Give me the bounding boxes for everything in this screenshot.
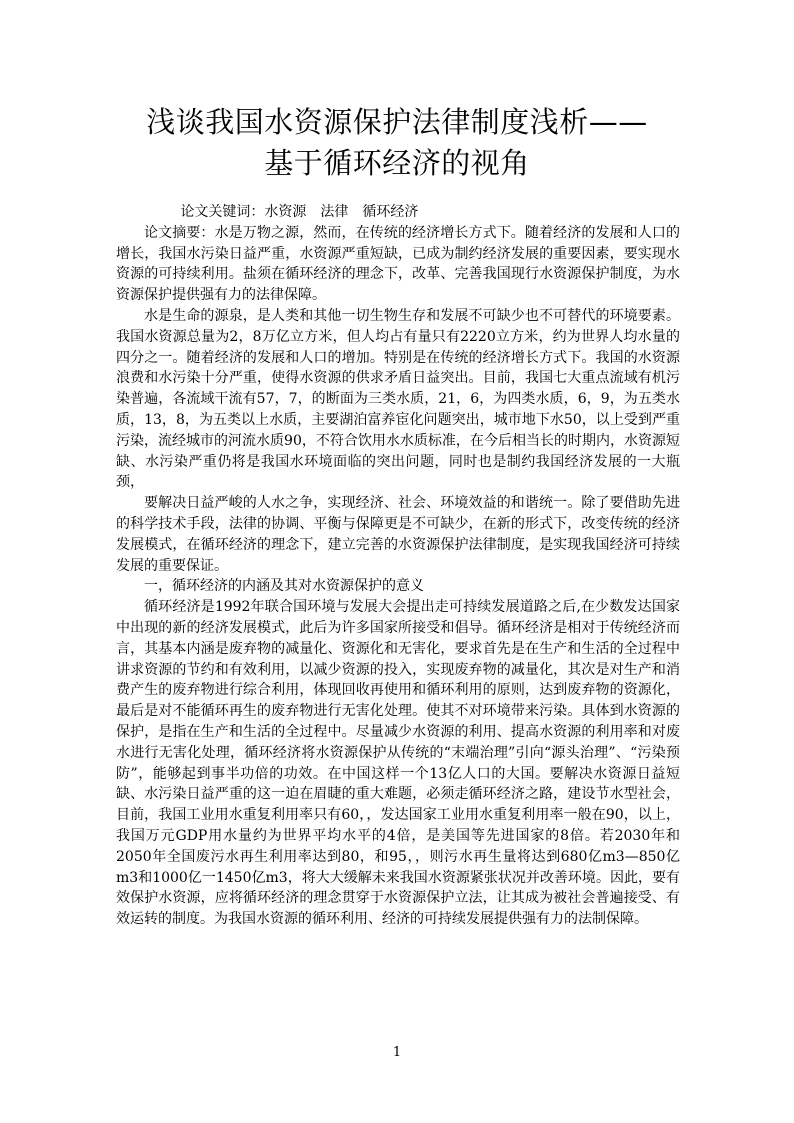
page-number: 1 <box>392 1045 402 1060</box>
title-line-1: 浅谈我国水资源保护法律制度浅析—— <box>146 105 648 139</box>
body-paragraph-3: 循环经济是1992年联合国环境与发展大会提出走可持续发展道路之后,在少数发达国家中出现的新的经济发展模式，此后为许多国家所接受和倡导。循环经济是相对于传统经济而言，其基本内涵是废弃物的减量化、资源化和无害化，要求首先是在生产和生活的全过程中讲求资源的节约和有效利用，以减少资源的投入，实现废弃物的减量化，其次是对生产和消费产生的废弃物进行综合利用，体现回收再使用和循环利用的原则，达到废弃物的资源化，最后是对不能循环再生的废弃物进行无害化处理。使其不对环境带来污染。具体到水资源的保护，是指在生产和生活的全过程中。尽量减少水资源的利用、提高水资源的利用率和对废水进行无害化处理，循环经济将水资源保护从传统的“末端治理”引向“源头治理”、“污染预防”，能够起到事半功倍的功效。在中国这样一个13亿人口的大国。要解决水资源日益短缺、水污染日益严重的这一迫在眉睫的重大难题，必须走循环经济之路，建设节水型社会，目前，我国工业用水重复利用率只有60，，发达国家工业用水重复利用率一般在90，以上，我国万元GDP用水量约为世界平均水平的4倍，是美国等先进国家的8倍。若2030年和2050年全国废污水再生利用率达到80，和95，，则污水再生量将达到680亿m3—850亿m3和1000亿一1450亿m3，将大大缓解未来我国水资源紧张状况并改善环境。因此，要有效保护水资源，应将循环经济的理念贯穿于水资源保护立法，让其成为被社会普遍接受、有效运转的制度。为我国水资源的循环利用、经济的可持续发展提供强有力的法制保障。 <box>116 599 680 928</box>
section-heading-1: 一，循环经济的内涵及其对水资源保护的意义 <box>144 578 424 595</box>
document-title <box>100 102 694 184</box>
body-paragraph-1: 水是生命的源泉，是人类和其他一切生物生存和发展不可缺少也不可替代的环境要素。我国水资源总量为2，8万亿立方米，但人均占有量只有2220立方米，约为世界人均水量的四分之一。随着经济的发展和人口的增加。特别是在传统的经济增长方式下。我国的水资源浪费和水污染十分严重，使得水资源的供求矛盾日益突出。目前，我国七大重点流域有机污染普遍，各流域干流有57，7，的断面为三类水质，21，6，为四类水质，6，9，为五类水质，13，8，为五类以上水质，主要湖泊富养宦化问题突出，城市地下水50，以上受到严重污染，流经城市的河流水质90，不符合饮用水水质标准，在今后相当长的时期内，水资源短缺、水污染严重仍将是我国水环境面临的突出问题，同时也是制约我国经济发展的一大瓶颈， <box>116 307 680 491</box>
document-body <box>116 202 680 930</box>
abstract-paragraph: 论文摘要：水是万物之源，然而，在传统的经济增长方式下。随着经济的发展和人口的增长，我国水污染日益严重，水资源严重短缺，已成为制约经济发展的重要因素，要实现水资源的可持续利用。盐须在循环经济的理念下，改革、完善我国现行水资源保护制度，为水资源保护提供强有力的法律保障。 <box>116 224 680 304</box>
title-line-2: 基于循环经济的视角 <box>264 146 530 180</box>
keywords-line: 论文关键词：水资源 法律 循环经济 <box>180 204 419 220</box>
body-paragraph-2: 要解决日益严峻的人水之争，实现经济、社会、环境效益的和谐统一。除了要借助先进的科学技术手段，法律的协调、平衡与保障更是不可缺少，在新的形式下，改变传统的经济发展模式，在循环经济的理念下，建立完善的水资源保护法律制度，是实现我国经济可持续发展的重要保证。 <box>116 495 680 574</box>
